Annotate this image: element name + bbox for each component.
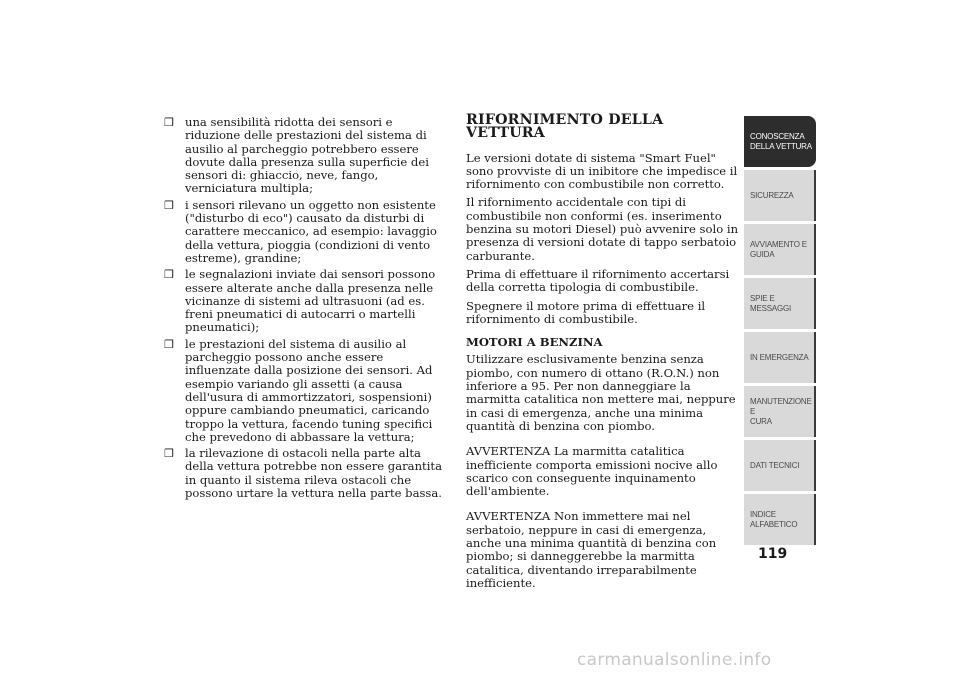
paragraph-smart-fuel: Le versioni dotate di sistema "Smart Fuel" sono provviste di un inibitore che impedisce il rifornimento con combustibile non corretto. — [466, 150, 738, 192]
tab-label: CURA — [750, 416, 772, 426]
bullet-text: una sensibilità ridotta dei sensori e riduzione delle prestazioni del sistema di ausilio al parcheggio potrebbero essere dovute dalla presenza sulla superficie dei sensori di: ghiaccio, neve, fango, verniciatura multipla; — [185, 115, 429, 196]
bullet-text: le prestazioni del sistema di ausilio al parcheggio possono anche essere influenzate dalla posizione dei sensori. Ad esempio variando gli assetti (a causa dell'usura di ammortizzatori, sospensioni) oppure cambiando pneumatici, caricando troppo la vettura, facendo tuning specifici che prevedono di abbassare la vettura; — [185, 336, 433, 444]
paragraph-unleaded: Utilizzare esclusivamente benzina senza piombo, con numero di ottano (R.O.N.) non inferiore a 95. Per non danneggiare la marmitta catalitica non mettere mai, neppure in casi di emergenza, anche una minima quantità di benzina con piombo. — [466, 352, 736, 433]
tab-spie-messaggi[interactable] — [744, 278, 816, 329]
tab-label: DELLA VETTURA — [750, 141, 812, 151]
checkbox-bullet-icon: ❒ — [164, 116, 174, 129]
bullet-item — [164, 268, 451, 334]
tab-label: INDICE — [750, 509, 776, 519]
bullet-text: i sensori rilevano un oggetto non esistente ("disturbo di eco") causato da disturbi di carattere meccanico, ad esempio: lavaggio della vettura, pioggia (condizioni di vento estreme), grandine; — [185, 197, 437, 265]
section-title: RIFORNIMENTO DELLA VETTURA — [466, 112, 664, 142]
subsection-title: MOTORI A BENZINA — [466, 335, 603, 350]
tab-label: IN EMERGENZA — [750, 352, 809, 362]
tab-label: MANUTENZIONE E — [750, 396, 812, 416]
checkbox-bullet-icon: ❒ — [164, 198, 174, 212]
checkbox-bullet-icon: ❒ — [164, 337, 174, 351]
tab-indice-alfabetico[interactable] — [744, 494, 816, 545]
tab-label: SPIE E MESSAGGI — [750, 293, 792, 313]
tab-label: ALFABETICO — [750, 519, 798, 529]
chapter-tabs — [744, 116, 818, 544]
bullet-item — [164, 447, 451, 500]
tab-label: CONOSCENZA — [750, 131, 805, 141]
page-number: 119 — [758, 546, 788, 562]
paragraph-check-fuel: Prima di effettuare il rifornimento accertarsi della corretta tipologia di combustibile. — [466, 266, 730, 295]
tab-dati-tecnici[interactable] — [744, 440, 816, 491]
tab-label: GUIDA — [750, 249, 775, 259]
tab-in-emergenza[interactable] — [744, 332, 816, 383]
warning-paragraph: AVVERTENZA La marmitta catalitica inefficiente comporta emissioni nocive allo scarico con conseguente inquinamento dell'ambiente. — [466, 444, 718, 499]
bullet-text: la rilevazione di ostacoli nella parte alta della vettura potrebbe non essere garantita in quanto il sistema rileva ostacoli che possono urtare la vettura nella parte bassa. — [185, 446, 442, 501]
bullet-item — [164, 116, 451, 196]
tab-label: DATI TECNICI — [750, 460, 800, 470]
right-column — [466, 114, 741, 595]
checkbox-bullet-icon: ❒ — [164, 268, 174, 282]
paragraph-engine-off: Spegnere il motore prima di effettuare il rifornimento di combustibile. — [466, 298, 706, 326]
tab-label: SICUREZZA — [750, 190, 794, 200]
tab-manutenzione-cura[interactable] — [744, 386, 816, 437]
tab-label: AVVIAMENTO E — [750, 239, 807, 249]
tab-sicurezza[interactable] — [744, 170, 816, 221]
tab-avviamento-guida[interactable] — [744, 224, 816, 275]
warning-paragraph: AVVERTENZA Non immettere mai nel serbatoio, neppure in casi di emergenza, anche una minima quantità di benzina con piombo; si danneggerebbe la marmitta catalitica, diventando irreparabilmente inefficiente. — [466, 509, 717, 590]
checkbox-bullet-icon: ❒ — [164, 447, 174, 461]
left-column — [164, 116, 451, 503]
tab-conoscenza-vettura[interactable] — [744, 116, 816, 167]
bullet-item — [164, 199, 451, 265]
paragraph-accidental-refuel: Il rifornimento accidentale con tipi di combustibile non conformi (es. inserimento benzina su motori Diesel) può avvenire solo in presenza di versioni dotate di tappo serbatoio carburante. — [466, 195, 739, 263]
bullet-item — [164, 338, 451, 444]
watermark: carmanualsonline.info — [577, 650, 772, 670]
bullet-text: le segnalazioni inviate dai sensori possono essere alterate anche dalla presenza nelle vicinanze di sistemi ad ultrasuoni (ad es. freni pneumatici di autocarri o martelli pneumatici); — [185, 267, 436, 335]
